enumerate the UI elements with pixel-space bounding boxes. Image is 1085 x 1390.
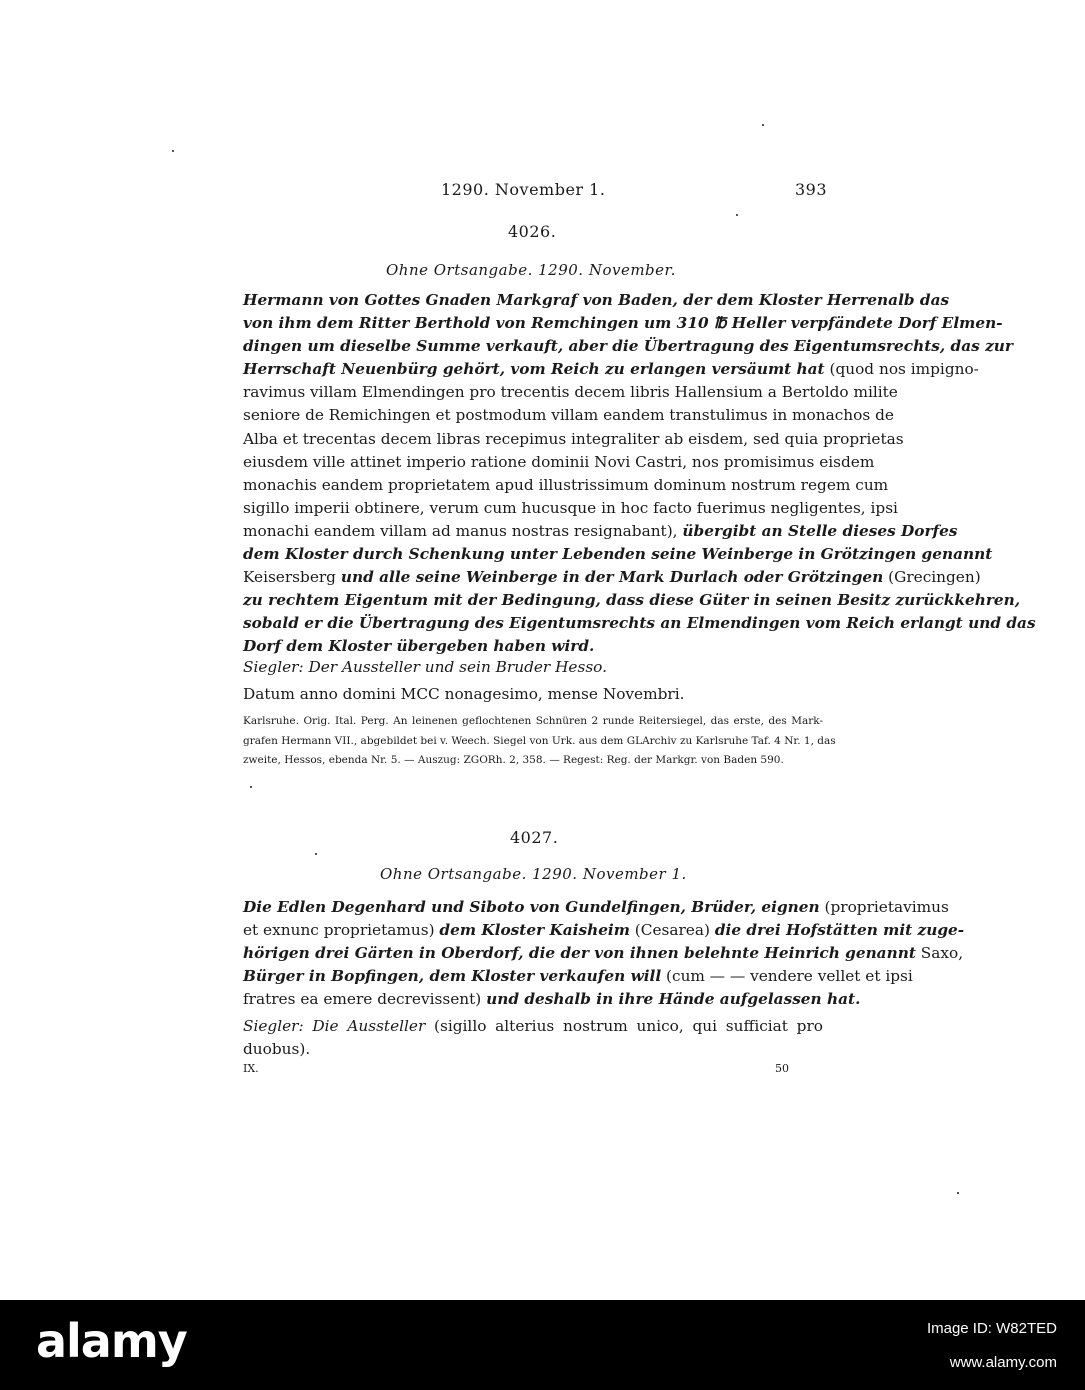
text-line — [243, 543, 993, 566]
siegler-latin: (sigillo alterius nostrum unico, qui sufficiat pro — [425, 1017, 824, 1035]
roman-text: monachi eandem villam ad manus nostras resignabant), — [243, 521, 683, 540]
italic-regest: dingen um dieselbe Summe verkauft, aber die Übertragung des Eigentumsrechts, das zur — [243, 337, 1013, 356]
siegler-4027 — [243, 1015, 823, 1061]
roman-text: (cum — — vendere vellet et ipsi — [661, 967, 913, 986]
image-id: Image ID: W82TED — [926, 1320, 1057, 1337]
italic-regest: von ihm dem Ritter Berthold von Remchingen um 310 ℔ Heller verpfändete Dorf Elmen- — [243, 314, 1003, 333]
italic-regest: übergibt an Stelle dieses Dorfes — [682, 521, 958, 540]
datum-line: Datum anno domini MCC nonagesimo, mense Novembri. — [243, 685, 685, 703]
text-line — [243, 942, 964, 965]
text-line — [243, 635, 823, 658]
scan-speck — [315, 853, 317, 855]
entry-body-4026 — [243, 289, 1036, 659]
entry-number-4027: 4027. — [510, 828, 559, 847]
note-line: zweite, Hessos, ebenda Nr. 5. — Auszug: ZGORh. 2, 358. — Regest: Reg. der Markgr. von Baden 590. — [243, 754, 784, 766]
alamy-logo: alamy — [36, 1314, 187, 1368]
scan-speck — [736, 214, 738, 216]
italic-regest: die drei Hofstätten mit zuge- — [714, 921, 965, 940]
italic-regest: Dorf dem Kloster übergeben haben wird. — [243, 637, 595, 656]
entry-number-4026: 4026. — [508, 222, 557, 241]
roman-text: eiusdem ville attinet imperio ratione dominii Novi Castri, nos promisimus eisdem — [243, 452, 875, 471]
siegler-text: Siegler: Der Aussteller und sein Bruder Hesso. — [243, 658, 607, 676]
text-line — [243, 988, 861, 1011]
text-line — [243, 896, 949, 919]
italic-regest: Bürger in Bopfingen, dem Kloster verkaufen will — [243, 967, 662, 986]
roman-text: et exnunc proprietamus) — [243, 921, 440, 940]
text-line — [243, 428, 904, 451]
siegler-label: Siegler: Die Aussteller — [243, 1017, 426, 1035]
siegler-4026 — [243, 658, 607, 676]
italic-regest: Herrschaft Neuenbürg gehört, vom Reich zu erlangen versäumt hat — [243, 360, 825, 379]
text-line — [243, 474, 889, 497]
running-header-date: 1290. November 1. — [441, 180, 606, 199]
roman-text: monachis eandem proprietatem apud illustrissimum dominum nostrum regem cum — [243, 475, 889, 494]
text-line — [243, 381, 898, 404]
scan-speck — [250, 786, 252, 788]
entry-dateline-4026: Ohne Ortsangabe. 1290. November. — [386, 261, 676, 279]
scan-speck — [172, 150, 174, 152]
text-line — [243, 589, 1021, 612]
roman-text: fratres ea emere decrevissent) — [243, 990, 487, 1009]
text-line — [243, 919, 965, 942]
italic-regest: und deshalb in ihre Hände aufgelassen hat. — [486, 990, 861, 1009]
roman-text: Alba et trecentas decem libras recepimus integraliter ab eisdem, sed quia proprietas — [243, 429, 904, 448]
text-line — [243, 358, 979, 381]
text-line — [243, 612, 1036, 635]
roman-text: (Cesarea) — [629, 921, 715, 940]
italic-regest: zu rechtem Eigentum mit der Bedingung, dass diese Güter in seinen Besitz zurückkehren, — [243, 591, 1021, 610]
watermark-url: www.alamy.com — [949, 1354, 1057, 1371]
entry-dateline-4027: Ohne Ortsangabe. 1290. November 1. — [380, 865, 687, 883]
roman-text: sigillo imperii obtinere, verum cum hucusque in hoc facto fuerimus negligentes, ipsi — [243, 498, 898, 517]
italic-regest: sobald er die Übertragung des Eigentumsrechts an Elmendingen vom Reich erlangt und das — [243, 614, 1036, 633]
italic-regest: und alle seine Weinberge in der Mark Durlach oder Grötzingen — [340, 568, 884, 587]
archival-notes — [243, 712, 836, 771]
italic-regest: hörigen drei Gärten in Oberdorf, die der von ihnen belehnte Heinrich genannt — [243, 944, 916, 963]
text-line — [243, 965, 913, 988]
italic-regest: dem Kloster Kaisheim — [439, 921, 630, 940]
roman-text: Keisersberg — [243, 568, 341, 587]
roman-text: (proprietavimus — [819, 898, 949, 916]
italic-regest: Die Edlen Degenhard und Siboto von Gundelfingen, Brüder, eignen — [243, 898, 820, 916]
roman-text: (quod nos impigno- — [824, 360, 979, 379]
entry-body-4027 — [243, 896, 965, 1011]
sheet-number: 50 — [775, 1062, 789, 1075]
stock-watermark-bar — [0, 1300, 1085, 1390]
siegler-end: duobus). — [243, 1040, 311, 1059]
scan-speck — [957, 1192, 959, 1194]
note-line: grafen Hermann VII., abgebildet bei v. Weech. Siegel von Urk. aus dem GLArchiv zu Karlsruhe Taf. 4 Nr. 1, das — [243, 734, 836, 747]
text-line — [243, 335, 1013, 358]
roman-text: ravimus villam Elmendingen pro trecentis decem libris Hallensium a Bertoldo milite — [243, 383, 898, 402]
page-number: 393 — [795, 180, 828, 199]
text-line — [243, 520, 958, 543]
roman-text: seniore de Remichingen et postmodum villam eandem transtulimus in monachos de — [243, 406, 894, 425]
text-line — [243, 312, 1003, 335]
text-line — [243, 451, 875, 474]
roman-text: (Grecingen) — [883, 568, 981, 587]
signature-mark: IX. — [243, 1062, 259, 1075]
text-line — [243, 566, 981, 589]
text-line — [243, 497, 898, 520]
note-line: Karlsruhe. Orig. Ital. Perg. An leinenen geflochtenen Schnüren 2 runde Reitersiegel, das erste, des Mark- — [243, 715, 823, 727]
scan-speck — [762, 124, 764, 126]
roman-text: Saxo, — [915, 944, 964, 963]
text-line — [243, 289, 950, 312]
text-line — [243, 404, 894, 427]
italic-regest: dem Kloster durch Schenkung unter Lebenden seine Weinberge in Grötzingen genannt — [243, 545, 993, 564]
italic-regest: Hermann von Gottes Gnaden Markgraf von Baden, der dem Kloster Herrenalb das — [243, 291, 950, 309]
